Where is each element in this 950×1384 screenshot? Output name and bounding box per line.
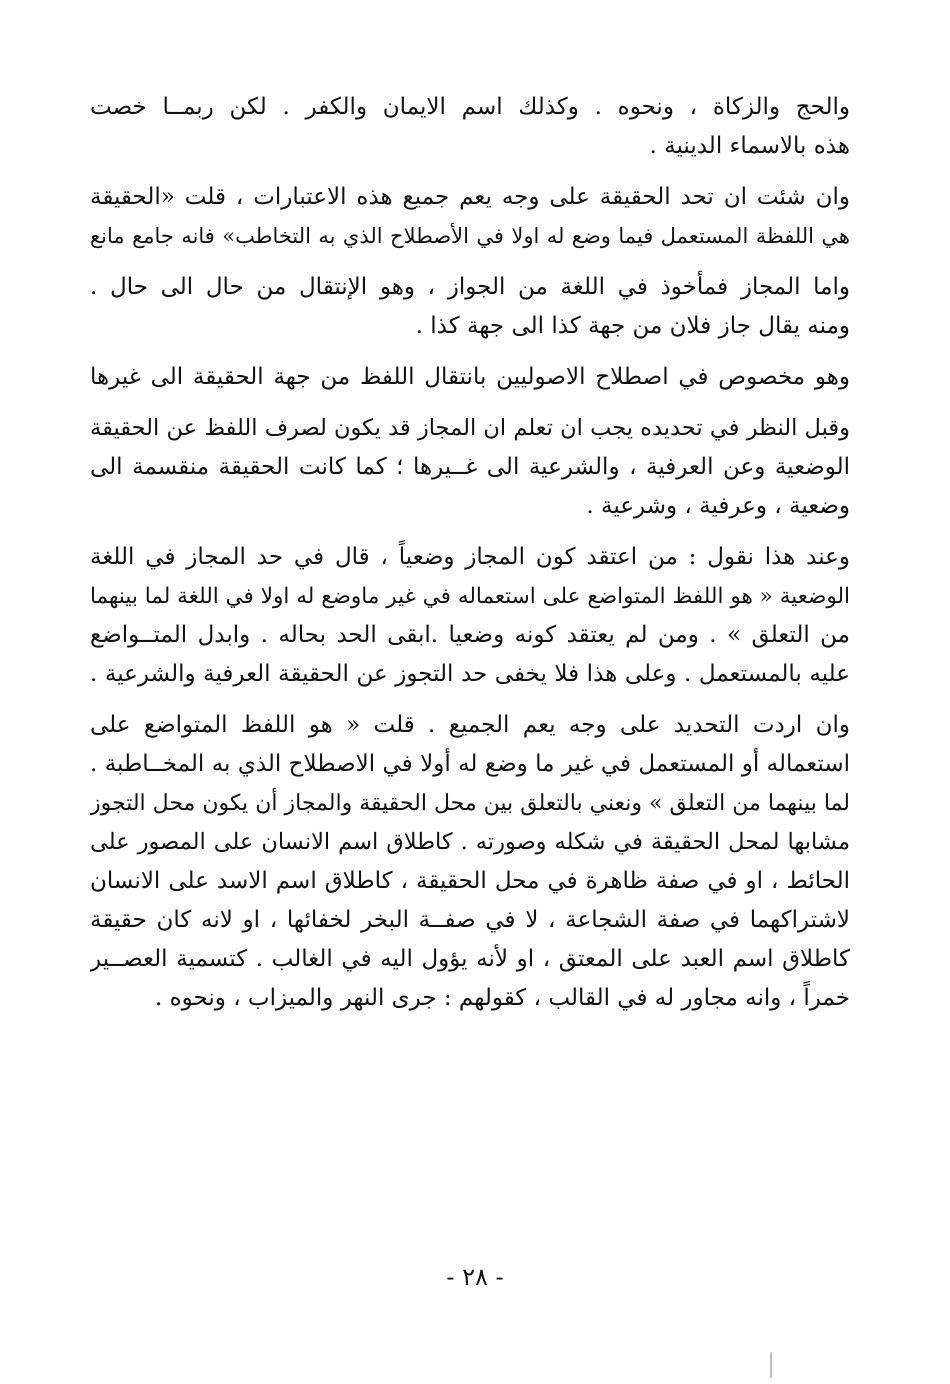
text-line: وهو مخصوص في اصطلاح الاصوليين بانتقال اللفظ من جهة الحقيقة الى غيرها <box>90 364 850 390</box>
scan-edge-mark <box>770 1352 772 1378</box>
text-line: مشابها لمحل الحقيقة في شكله وصورته . كاطلاق اسم الانسان على المصور على <box>90 829 850 855</box>
text-line: عليه بالمستعمل . وعلى هذا فلا يخفى حد التجوز عن الحقيقة العرفية والشرعية . <box>90 661 850 687</box>
text-line: وعند هذا نقول : من اعتقد كون المجاز وضعياً ، قال في حد المجاز في اللغة <box>90 544 850 570</box>
text-line: والحج والزكاة ، ونحوه . وكذلك اسم الايمان والكفر . لكن ربمــا خصت <box>90 94 850 120</box>
text-line: ومنه يقال جاز فلان من جهة كذا الى جهة كذا . <box>415 313 850 339</box>
paragraph <box>90 358 850 397</box>
text-line: الحائط ، او في صفة ظاهرة في محل الحقيقة ، كاطلاق اسم الاسد على الانسان <box>90 868 850 894</box>
page-body <box>90 88 850 1030</box>
text-line: وقبل النظر في تحديده يجب ان تعلم ان المجاز قد يكون لصرف اللفظ عن الحقيقة <box>90 415 850 441</box>
text-line: هي اللفظة المستعمل فيما وضع له اولا في الأصطلاح الذي به التخاطب» فانه جامع مانع <box>90 224 850 248</box>
text-line: استعماله أو المستعمل في غير ما وضع له أولا في الاصطلاح الذي به المخــاطبة . <box>90 751 850 777</box>
paragraph <box>90 88 850 166</box>
text-line: لما بينهما من التعلق » ونعني بالتعلق بين محل الحقيقة والمجاز أن يكون محل التجوز <box>90 791 850 816</box>
paragraph <box>90 706 850 1018</box>
paragraph <box>90 409 850 526</box>
paragraph <box>90 538 850 694</box>
text-line: الوضعية وعن العرفية ، والشرعية الى غــيرها ؛ كما كانت الحقيقة منقسمة الى <box>90 454 850 480</box>
text-line: الوضعية « هو اللفظ المتواضع على استعماله في غير ماوضع له اولا في اللغة لما بينهما <box>90 584 850 609</box>
text-line: وان شئت ان تحد الحقيقة على وجه يعم جميع هذه الاعتبارات ، قلت «الحقيقة <box>90 184 850 210</box>
text-line: من التعلق » . ومن لم يعتقد كونه وضعيا .ابقى الحد بحاله . وابدل المتــواضع <box>90 622 850 648</box>
text-line: كاطلاق اسم العبد على المعتق ، او لأنه يؤول اليه في الغالب . كتسمية العصــير <box>90 946 850 972</box>
text-line: لاشتراكهما في صفة الشجاعة ، لا في صفــة البخر لخفائها ، او لانه كان حقيقة <box>90 907 850 933</box>
text-line: هذه بالاسماء الدينية . <box>649 133 850 159</box>
paragraph <box>90 268 850 346</box>
text-line: خمراً ، وانه مجاور له في القالب ، كقولهم : جرى النهر والميزاب ، ونحوه . <box>154 985 850 1011</box>
text-line: واما المجاز فمأخوذ في اللغة من الجواز ، وهو الإنتقال من حال الى حال . <box>90 274 850 300</box>
page-number: - ٢٨ - <box>446 1263 504 1291</box>
text-line: وضعية ، وعرفية ، وشرعية . <box>586 493 850 519</box>
paragraph <box>90 178 850 256</box>
text-line: وان اردت التحديد على وجه يعم الجميع . قلت « هو اللفظ المتواضع على <box>90 712 850 738</box>
